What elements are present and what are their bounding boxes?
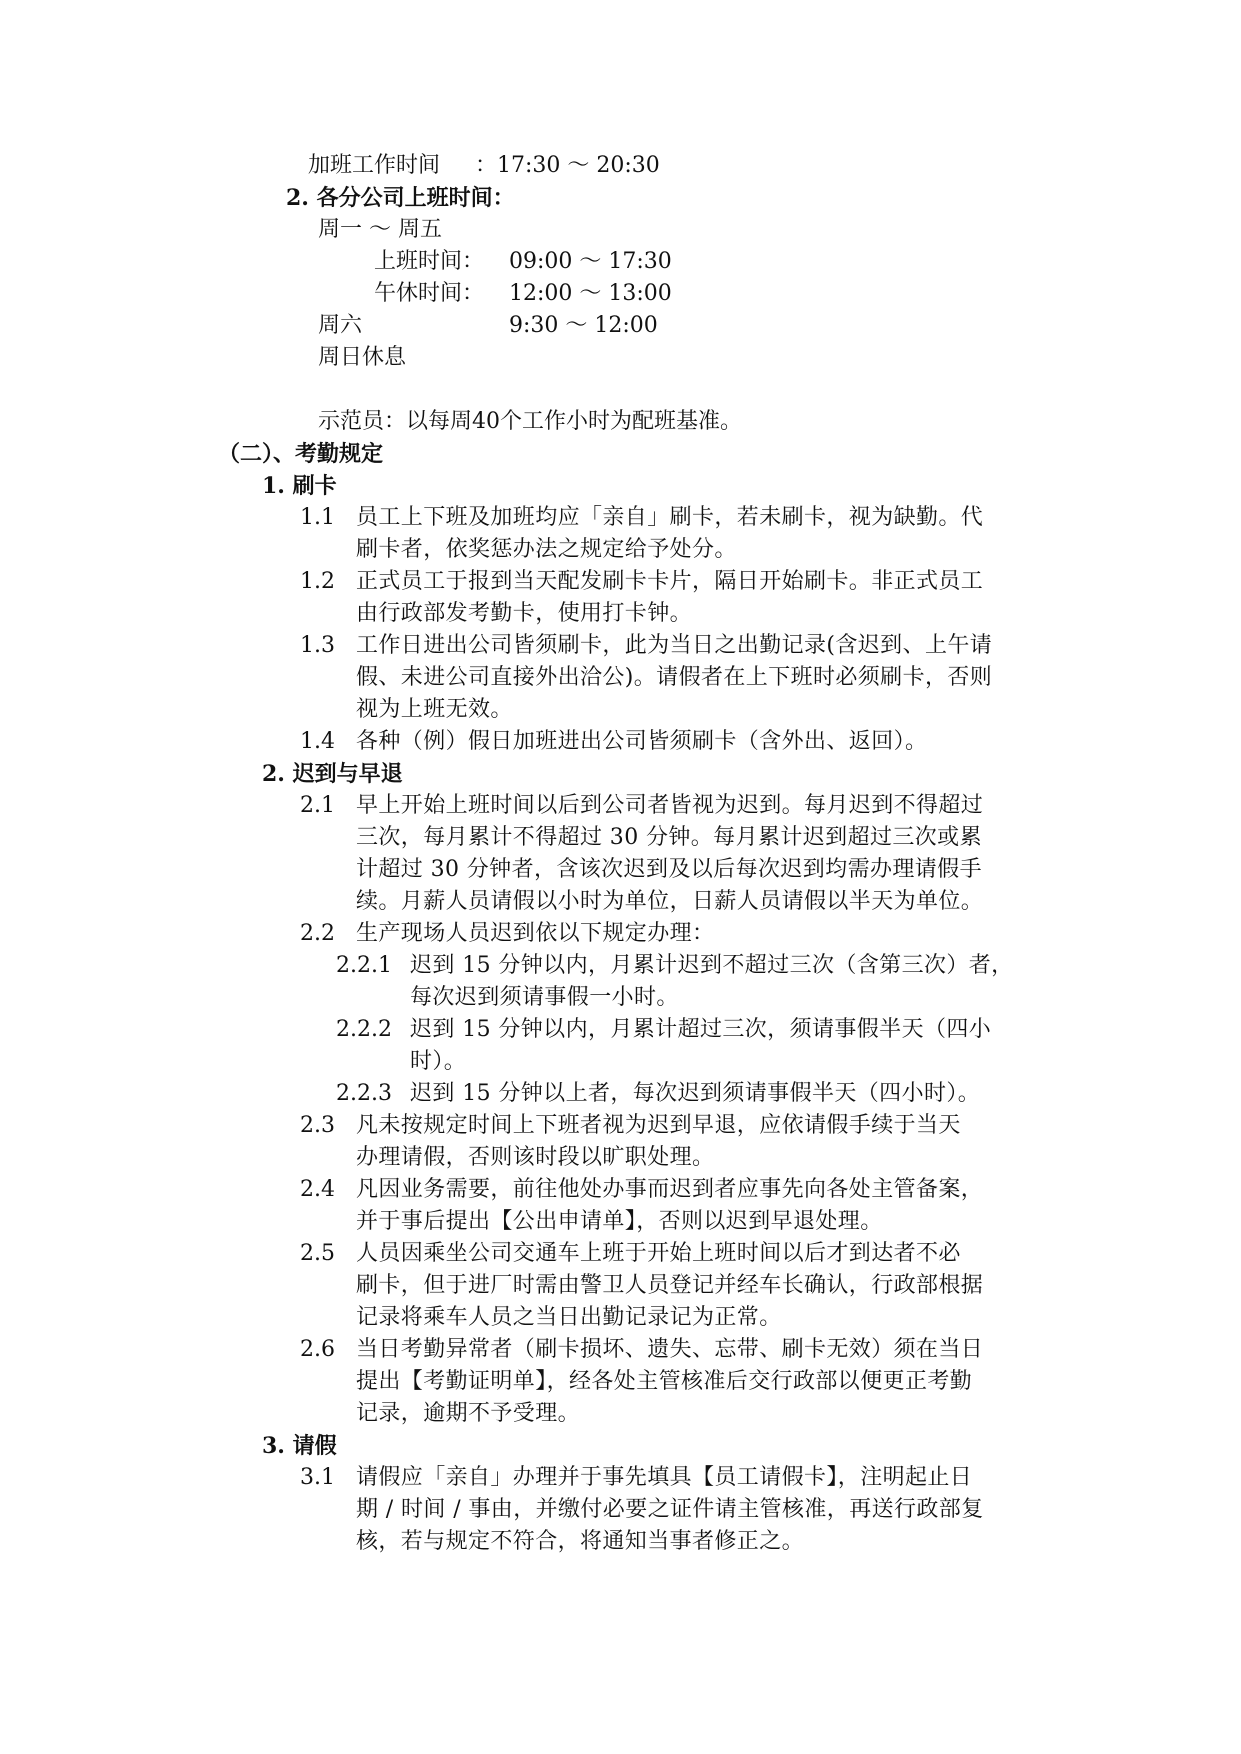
item-number: 2.3	[300, 1113, 335, 1138]
item-number: 2.2	[300, 921, 335, 946]
sunday-rest: 周日休息	[318, 345, 407, 370]
item-line: 核，若与规定不符合，将通知当事者修正之。	[356, 1529, 805, 1554]
item-line: 当日考勤异常者（刷卡损坏、遗失、忘带、刷卡无效）须在当日	[356, 1337, 984, 1362]
item-number: 1.4	[300, 729, 335, 754]
item-line: 办理请假，否则该时段以旷职处理。	[356, 1145, 715, 1170]
item-line: 请假应「亲自」办理并于事先填具【员工请假卡】，注明起止日	[356, 1465, 973, 1490]
item-line: 期 / 时间 / 事由，并缴付必要之证件请主管核准，再送行政部复	[356, 1497, 984, 1522]
item-number: 2.1	[300, 793, 335, 818]
sub-item-number: 2.2.1	[336, 953, 392, 978]
item-line: 并于事后提出【公出申请单】，否则以迟到早退处理。	[356, 1209, 883, 1234]
item-number: 2.6	[300, 1337, 335, 1362]
item-line: 早上开始上班时间以后到公司者皆视为迟到。每月迟到不得超过	[356, 793, 984, 818]
item-line: 生产现场人员迟到依以下规定办理：	[356, 921, 715, 946]
item-number: 1.2	[300, 569, 335, 594]
late-heading: 2. 迟到与早退	[262, 761, 403, 787]
lunch-time-value: 12:00 ～ 13:00	[509, 281, 672, 306]
item-line: 刷卡，但于进厂时需由警卫人员登记并经车长确认，行政部根据	[356, 1273, 984, 1298]
section-title: （二）、考勤规定	[218, 441, 384, 467]
overtime-value: ：17:30 ～ 20:30	[475, 153, 660, 178]
sub-item-line: 迟到 15 分钟以内，月累计迟到不超过三次（含第三次）者，	[410, 953, 1014, 978]
sub-item-line: 迟到 15 分钟以内，月累计超过三次，须请事假半天（四小	[410, 1017, 992, 1042]
item-line: 三次，每月累计不得超过 30 分钟。每月累计迟到超过三次或累	[356, 825, 982, 850]
item-line: 视为上班无效。	[356, 697, 513, 722]
sub-item-line: 迟到 15 分钟以上者，每次迟到须请事假半天（四小时）。	[410, 1081, 981, 1106]
item-line: 假、未进公司直接外出洽公)。请假者在上下班时必须刷卡，否则	[356, 665, 993, 690]
overtime-label: 加班工作时间	[308, 153, 441, 178]
work-time-label: 上班时间：	[374, 249, 485, 274]
item-number: 1.1	[300, 505, 335, 530]
sub-item-number: 2.2.3	[336, 1081, 392, 1106]
lunch-time-label: 午休时间：	[374, 281, 485, 306]
item-line: 人员因乘坐公司交通车上班于开始上班时间以后才到达者不必	[356, 1241, 961, 1266]
item-number: 2.4	[300, 1177, 335, 1202]
item-line: 由行政部发考勤卡，使用打卡钟。	[356, 601, 693, 626]
item-line: 续。月薪人员请假以小时为单位，日薪人员请假以半天为单位。	[356, 889, 984, 914]
item-number: 1.3	[300, 633, 335, 658]
item-line: 工作日进出公司皆须刷卡，此为当日之出勤记录(含迟到、上午请	[356, 633, 993, 658]
saturday-value: 9:30 ～ 12:00	[509, 313, 658, 338]
item-line: 记录将乘车人员之当日出勤记录记为正常。	[356, 1305, 782, 1330]
item-line: 凡因业务需要，前往他处办事而迟到者应事先向各处主管备案，	[356, 1177, 984, 1202]
saturday-label: 周六	[318, 313, 363, 338]
item-line: 计超过 30 分钟者，含该次迟到及以后每次迟到均需办理请假手	[356, 857, 982, 882]
item-line: 记录，逾期不予受理。	[356, 1401, 581, 1426]
item-line: 各种（例）假日加班进出公司皆须刷卡（含外出、返回）。	[356, 729, 928, 754]
item-line: 凡未按规定时间上下班者视为迟到早退，应依请假手续于当天	[356, 1113, 961, 1138]
item-line: 员工上下班及加班均应「亲自」刷卡，若未刷卡，视为缺勤。代	[356, 505, 984, 530]
item-number: 3.1	[300, 1465, 335, 1490]
branch-hours-heading: 2. 各分公司上班时间：	[286, 185, 515, 211]
demo-note: 示范员：以每周40个工作小时为配班基准。	[318, 409, 742, 434]
item-line: 提出【考勤证明单】，经各处主管核准后交行政部以便更正考勤	[356, 1369, 973, 1394]
sub-item-number: 2.2.2	[336, 1017, 392, 1042]
item-line: 正式员工于报到当天配发刷卡卡片，隔日开始刷卡。非正式员工	[356, 569, 984, 594]
item-line: 刷卡者，依奖惩办法之规定给予处分。	[356, 537, 737, 562]
sub-item-line: 时）。	[410, 1049, 467, 1074]
weekday-range: 周一 ～ 周五	[318, 217, 442, 242]
leave-heading: 3. 请假	[262, 1433, 337, 1459]
item-number: 2.5	[300, 1241, 335, 1266]
card-heading: 1. 刷卡	[262, 473, 337, 499]
sub-item-line: 每次迟到须请事假一小时。	[410, 985, 679, 1010]
work-time-value: 09:00 ～ 17:30	[509, 249, 672, 274]
